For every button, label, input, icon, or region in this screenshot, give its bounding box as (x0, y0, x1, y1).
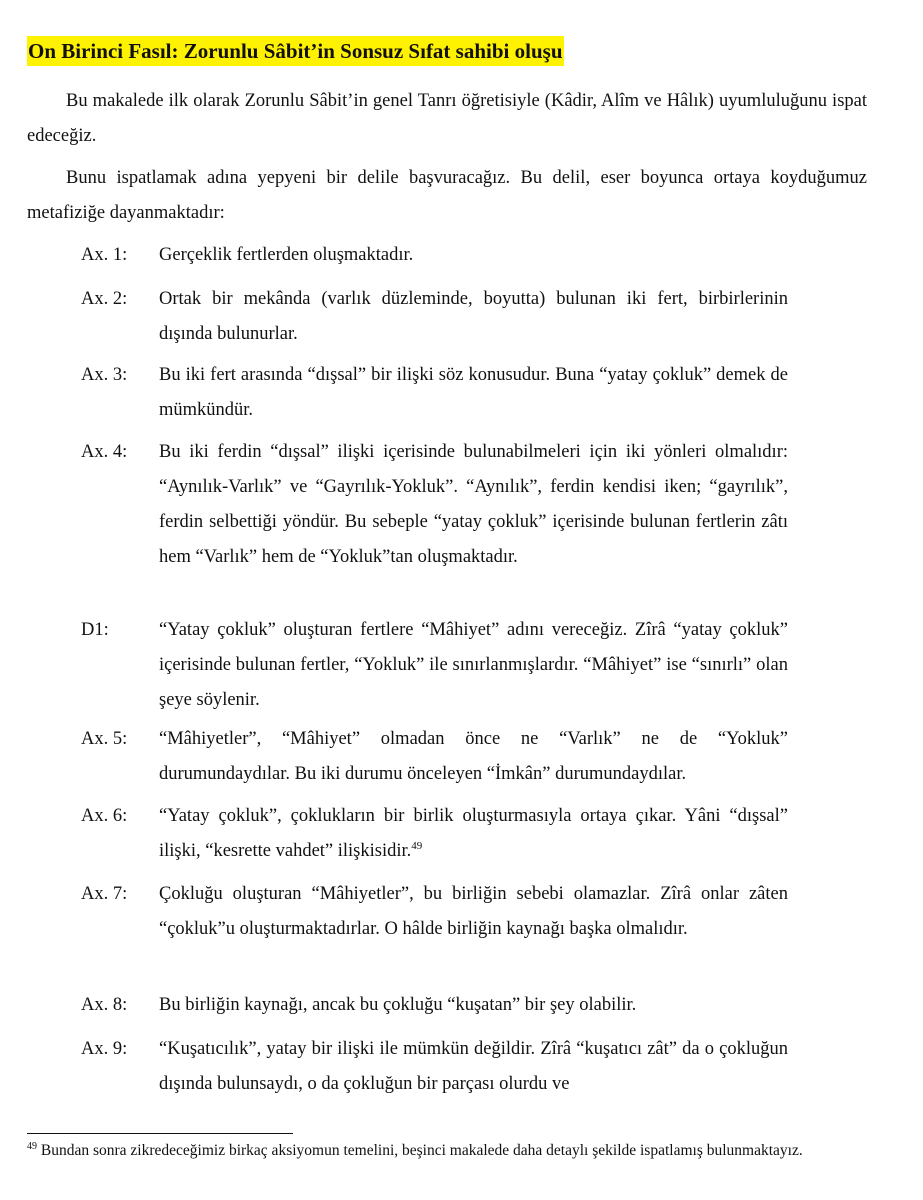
item-text: “Kuşatıcılık”, yatay bir ilişki ile mümkün değildir. Zîrâ “kuşatıcı zât” da o çokluğun dışında bulunsaydı, o da çokluğun bir parçası olurdu ve (159, 1039, 788, 1094)
item-text: Gerçeklik fertlerden oluşmaktadır. (159, 245, 414, 265)
item-label: Ax. 1: (81, 245, 128, 265)
item-label: Ax. 6: (81, 806, 128, 826)
footnote-text: Bundan sonra zikredeceğimiz birkaç aksiyomun temelini, beşinci makalede daha detaylı şekilde ispatlamış bulunmaktayız. (40, 1142, 803, 1159)
item-text: “Yatay çokluk” oluşturan fertlere “Mâhiyet” adını vereceğiz. Zîrâ “yatay çokluk” içerisinde bulunan fertler, “Yokluk” ile sınırlanmışlardır. “Mâhiyet” ise “sınırlı” olan şeye söylenir. (159, 620, 788, 710)
item-text: Bu iki ferdin “dışsal” ilişki içerisinde bulunabilmeleri için iki yönleri olmalıdır: “Aynılık-Varlık” ve “Gayrılık-Yokluk”. “Aynılık”, ferdin kendisi iken; “gayrılık”, ferdin selbettiği yöndür. Bu sebeple “yatay çokluk” içerisinde bulunan fertlerin zâtı hem “Varlık” hem de “Yokluk”tan oluşmaktadır. (159, 442, 788, 567)
item-label: Ax. 3: (81, 365, 128, 385)
item-label: Ax. 7: (81, 884, 128, 904)
chapter-heading: On Birinci Fasıl: Zorunlu Sâbit’in Sonsuz Sıfat sahibi oluşu (27, 36, 564, 66)
footnote-divider (27, 1133, 293, 1134)
item-text: “Yatay çokluk”, çoklukların bir birlik oluşturmasıyla ortaya çıkar. Yâni “dışsal” ilişki, “kesrette vahdet” ilişkisidir. (159, 806, 788, 861)
item-label: Ax. 9: (81, 1039, 128, 1059)
item-text: Bu birliğin kaynağı, ancak bu çokluğu “kuşatan” bir şey olabilir. (159, 995, 637, 1015)
item-text: Ortak bir mekânda (varlık düzleminde, boyutta) bulunan iki fert, birbirlerinin dışında bulunurlar. (159, 289, 788, 344)
item-text: Çokluğu oluşturan “Mâhiyetler”, bu birliğin sebebi olamazlar. Zîrâ onlar zâten “çokluk”u oluşturmaktadırlar. O hâlde birliğin kaynağı başka olmalıdır. (159, 884, 788, 939)
item-label: Ax. 8: (81, 995, 128, 1015)
item-label: Ax. 5: (81, 729, 128, 749)
footnote-reference[interactable]: 49 (411, 839, 423, 852)
item-text: Bu iki fert arasında “dışsal” bir ilişki söz konusudur. Buna “yatay çokluk” demek de mümkündür. (159, 365, 788, 420)
item-label: Ax. 4: (81, 442, 128, 462)
footnote-number: 49 (27, 1140, 37, 1152)
footnote (27, 1141, 867, 1161)
item-text: “Mâhiyetler”, “Mâhiyet” olmadan önce ne “Varlık” ne de “Yokluk” durumundaydılar. Bu iki durumu önceleyen “İmkân” durumundaydılar. (159, 729, 788, 784)
intro-paragraph: Bu makalede ilk olarak Zorunlu Sâbit’in genel Tanrı öğretisiyle (Kâdir, Alîm ve Hâlık) uyumluluğunu ispat edeceğiz. (27, 91, 867, 146)
item-text-with-note (159, 799, 788, 869)
item-label: D1: (81, 620, 109, 640)
method-paragraph: Bunu ispatlamak adına yepyeni bir delile başvuracağız. Bu delil, eser boyunca ortaya koyduğumuz metafiziğe dayanmaktadır: (27, 168, 867, 223)
item-label: Ax. 2: (81, 289, 128, 309)
